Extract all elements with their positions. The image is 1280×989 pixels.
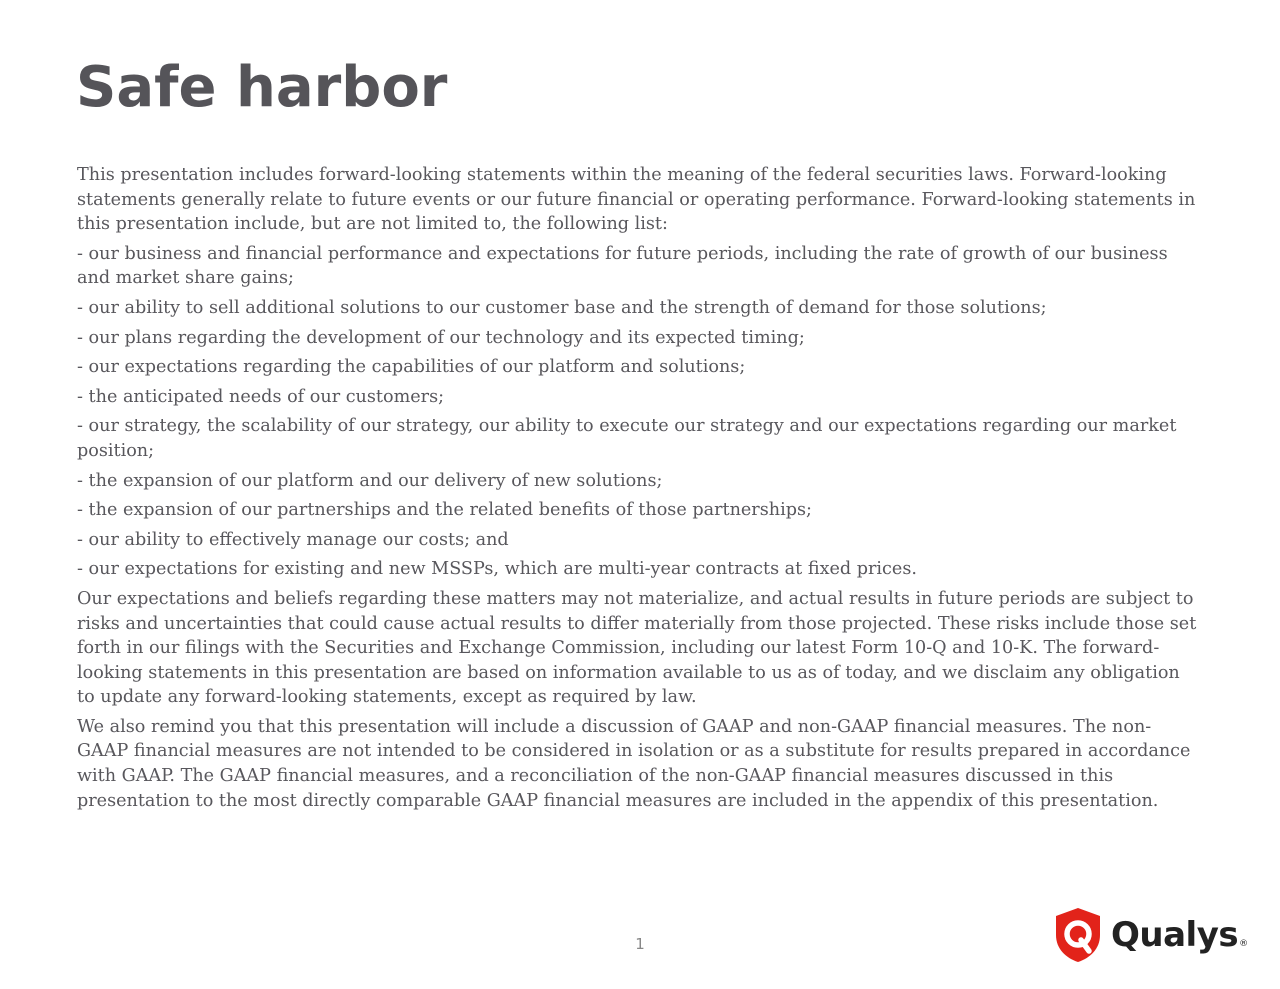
- safe-harbor-body: [77, 163, 1202, 818]
- bullet-item: - our business and financial performance and expectations for future periods, including the rate of growth of our business and market share gains;: [77, 243, 1168, 289]
- slide-title: Safe harbor: [76, 55, 448, 120]
- qualys-logo: [1054, 907, 1248, 963]
- registered-mark: ®: [1239, 939, 1249, 949]
- bullet-item: - our ability to sell additional solutions to our customer base and the strength of demand for those solutions;: [77, 297, 1047, 318]
- bullet-item: - the anticipated needs of our customers;: [77, 386, 445, 407]
- risk-paragraph: Our expectations and beliefs regarding these matters may not materialize, and actual results in future periods are subject to risks and uncertainties that could cause actual results to differ materially from those projected. These risks include those set forth in our filings with the Securities and Exchange Commission, including our latest Form 10-Q and 10-K. The forward-looking statements in this presentation are based on information available to us as of today, and we disclaim any obligation to update any forward-looking statements, except as required by law.: [77, 588, 1197, 708]
- logo-wordmark: Qualys: [1111, 915, 1239, 955]
- intro-paragraph: This presentation includes forward-looking statements within the meaning of the federal securities laws. Forward-looking statements generally relate to future events or our future financial or operating performance. Forward-looking statements in this presentation include, but are not limited to, the following list:: [77, 165, 1196, 235]
- bullet-item: - our expectations for existing and new MSSPs, which are multi-year contracts at fixed prices.: [77, 559, 917, 580]
- bullet-item: - our ability to effectively manage our costs; and: [77, 529, 509, 550]
- bullet-item: - our plans regarding the development of our technology and its expected timing;: [77, 327, 805, 348]
- bullet-item: - our expectations regarding the capabilities of our platform and solutions;: [77, 357, 746, 378]
- bullet-item: - the expansion of our partnerships and the related benefits of those partnerships;: [77, 500, 812, 521]
- bullet-item: - the expansion of our platform and our delivery of new solutions;: [77, 470, 663, 491]
- gaap-paragraph: We also remind you that this presentation will include a discussion of GAAP and non-GAAP financial measures. The non-GAAP financial measures are not intended to be considered in isolation or as a substitute for results prepared in accordance with GAAP. The GAAP financial measures, and a reconciliation of the non-GAAP financial measures discussed in this presentation to the most directly comparable GAAP financial measures are included in the appendix of this presentation.: [77, 716, 1191, 811]
- page-number: 1: [635, 935, 645, 953]
- qualys-shield-icon: [1054, 907, 1102, 963]
- bullet-item: - our strategy, the scalability of our strategy, our ability to execute our strategy and our expectations regarding our market position;: [77, 416, 1177, 461]
